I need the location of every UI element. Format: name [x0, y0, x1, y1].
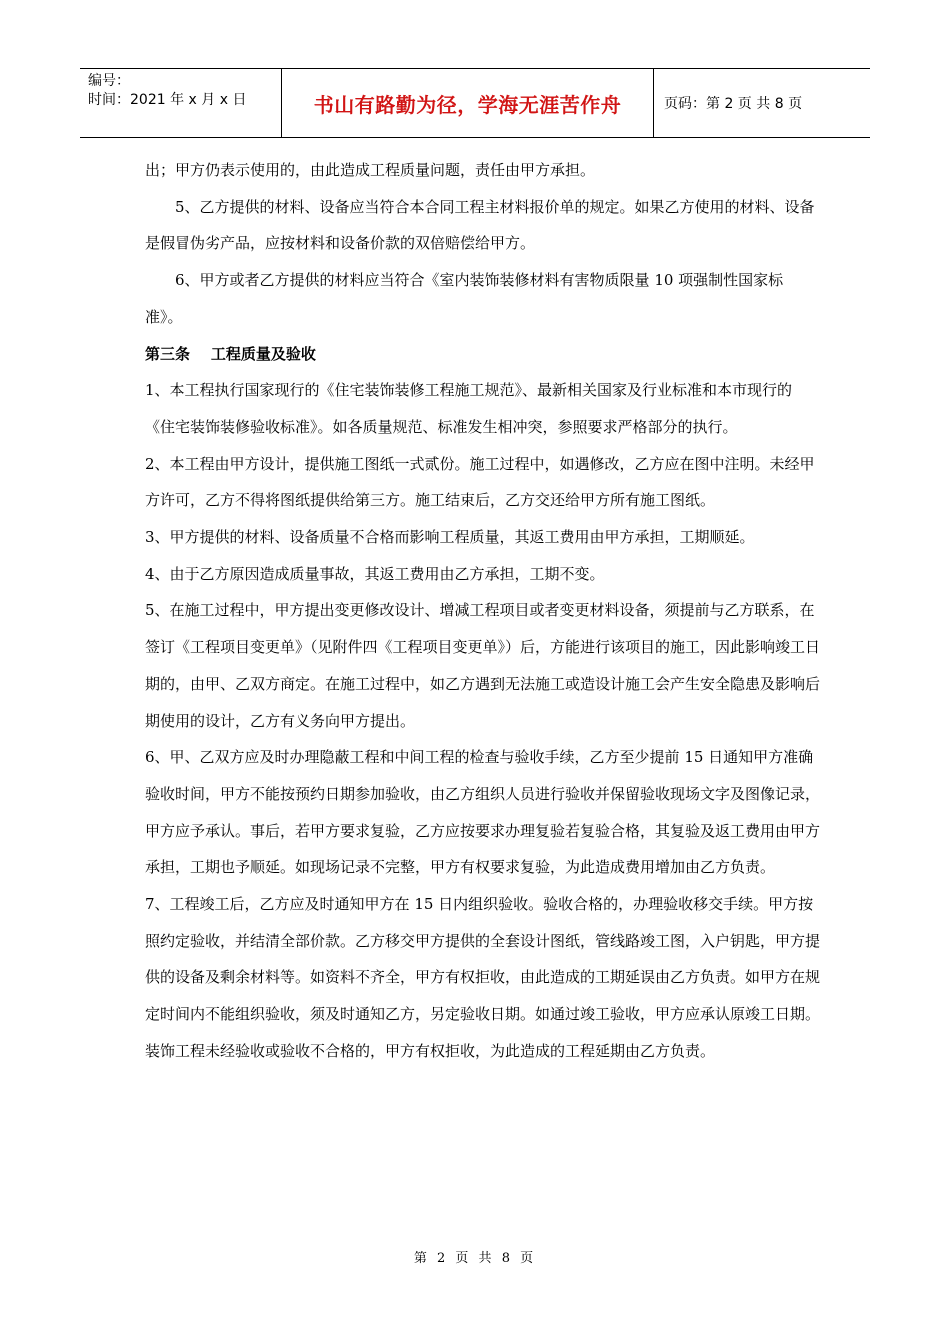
paragraph: 6、甲、乙双方应及时办理隐蔽工程和中间工程的检查与验收手续，乙方至少提前 15 日通知甲方准确验收时间，甲方不能按预约日期参加验收，由乙方组织人员进行验收并保留验收现场文字及图像记录，甲方应予承认。事后，若甲方要求复验，乙方应按要求办理复验若复验合格，其复验及返工费用由甲方承担，工期也予顺延。如现场记录不完整，甲方有权要求复验，为此造成费用增加由乙方负责。 — [145, 748, 821, 877]
page-footer: 第 2 页 共 8 页 — [413, 1251, 537, 1266]
paragraph: 6、甲方或者乙方提供的材料应当符合《室内装饰装修材料有害物质限量 10 项强制性国家标准》。 — [145, 271, 784, 326]
header-page-info: 页码：第 2 页 共 8 页 — [664, 96, 803, 112]
paragraph: 4、由于乙方原因造成质量事故，其返工费用由乙方承担，工期不变。 — [145, 564, 605, 583]
motto-text: 书山有路勤为径，学海无涯苦作舟 — [313, 92, 622, 117]
document-date-label: 时间：2021 年 x 月 x 日 — [88, 92, 247, 108]
paragraph: 出；甲方仍表示使用的，由此造成工程质量问题，责任由甲方承担。 — [145, 161, 596, 179]
section-heading: 第三条 工程质量及验收 — [145, 344, 316, 363]
paragraph: 7、工程竣工后，乙方应及时通知甲方在 15 日内组织验收。验收合格的，办理验收移交手续。甲方按照约定验收，并结清全部价款。乙方移交甲方提供的全套设计图纸，管线路竣工图，入户钥匙，甲方提供的设备及剩余材料等。如资料不齐全，甲方有权拒收，由此造成的工期延误由乙方负责。如甲方在规定时间内不能组织验收，须及时通知乙方，另定验收日期。如通过竣工验收，甲方应承认原竣工日期。装饰工程未经验收或验收不合格的，甲方有权拒收，为此造成的工程延期由乙方负责。 — [145, 895, 821, 1060]
document-body — [145, 152, 820, 1070]
header-motto — [282, 69, 654, 137]
document-header — [80, 68, 870, 138]
paragraph: 5、乙方提供的材料、设备应当符合本合同工程主材料报价单的规定。如果乙方使用的材料、设备是假冒伪劣产品，应按材料和设备价款的双倍赔偿给甲方。 — [145, 197, 815, 253]
paragraph: 5、在施工过程中，甲方提出变更修改设计、增减工程项目或者变更材料设备，须提前与乙方联系，在签订《工程项目变更单》（见附件四《工程项目变更单》）后，方能进行该项目的施工，因此影响竣工日期的，由甲、乙双方商定。在施工过程中，如乙方遇到无法施工或造设计施工会产生安全隐患及影响后期使用的设计，乙方有义务向甲方提出。 — [145, 601, 821, 730]
paragraph: 1、本工程执行国家现行的《住宅装饰装修工程施工规范》、最新相关国家及行业标准和本市现行的《住宅装饰装修验收标准》。如各质量规范、标准发生相冲突，参照要求严格部分的执行。 — [145, 381, 793, 436]
header-meta — [80, 69, 282, 137]
paragraph: 3、甲方提供的材料、设备质量不合格而影响工程质量，其返工费用由甲方承担，工期顺延。 — [145, 528, 755, 547]
paragraph: 2、本工程由甲方设计，提供施工图纸一式贰份。施工过程中，如遇修改，乙方应在图中注明。未经甲方许可，乙方不得将图纸提供给第三方。施工结束后，乙方交还给甲方所有施工图纸。 — [145, 454, 815, 510]
document-number-label: 编号： — [88, 73, 130, 89]
